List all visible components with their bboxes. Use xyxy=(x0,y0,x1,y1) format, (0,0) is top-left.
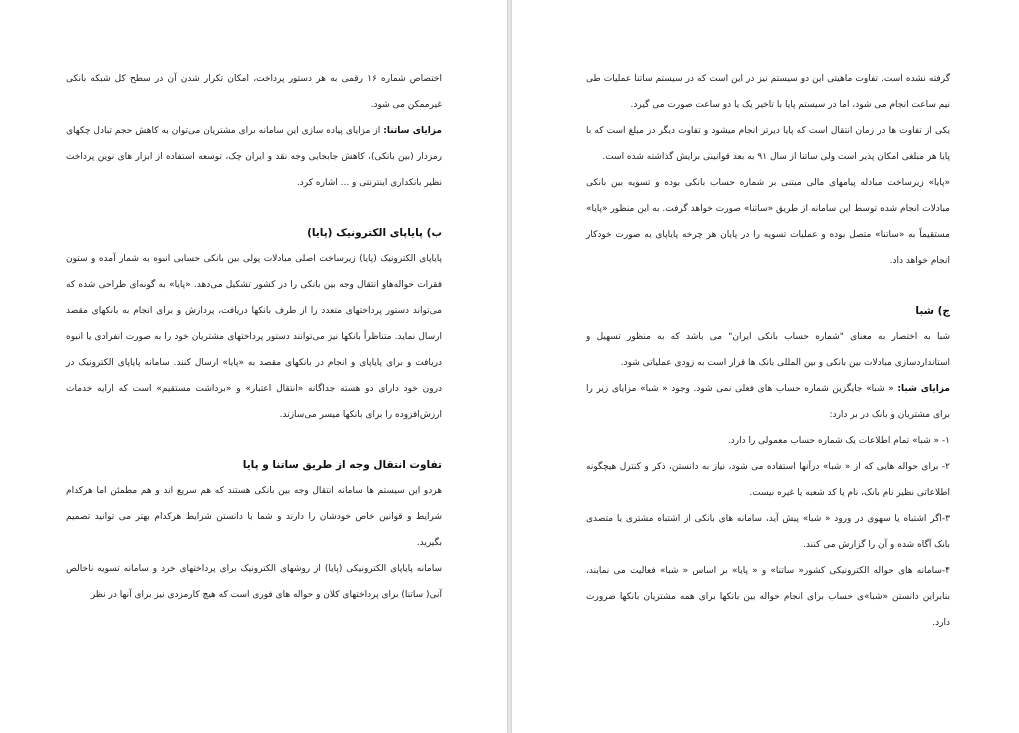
shaba-advantages-label: مزایای شبا: xyxy=(897,384,950,394)
page-text-right xyxy=(586,66,950,636)
satna-advantages-text: از مزایای پیاده سازی این سامانه برای مشتریان می‌توان به کاهش حجم تبادل چکهای رمزدار (بین بانکی)، کاهش جابجایی وجه نقد و ایران چک، توسعه استفاده از ابزار های نوین پرداخت نظیر بانکداری اینترنتی و ... اشاره کرد. xyxy=(66,126,442,188)
paragraph: گرفته نشده است. تفاوت ماهیتی این دو سیستم نیز در این است که در سیستم ساتنا عملیات طی نیم ساعت انجام می شود، اما در سیستم پایا با تاخیر یک یا دو ساعت صورت می گیرد. xyxy=(586,74,950,110)
paragraph: «پایا» زیرساخت مبادله پیامهای مالی مبتنی بر شماره حساب بانکی بوده و تسویه بین بانکی مبادلات انجام شده توسط این سامانه از طریق «ساتنا» صورت خواهد گرفت. به این منظور «پایا» مستقیماً به «ساتنا» متصل بوده و عملیات تسویه را در پایان هر چرخه پایاپای به صورت خودکار انجام خواهد داد. xyxy=(586,178,950,266)
paragraph: پایاپای الکترونیک (پایا) زیرساخت اصلی مبادلات پولی بین بانکی حسابی انبوه به شمار آمده و ستون فقرات حواله‌هاو انتقال وجه بین بانکی را در کشور تشکیل می‌دهد. «پایا» به گونه‌ای طراحی شده که می‌تواند دستور پرداختهای متعدد را از طرف بانکها دریافت، پردازش و برای انجام به بانکهای مقصد ارسال نماید. متناظراً بانکها نیز می‌توانند دستور پرداختهای مشتریان خود را به صورت انفرادی یا انبوه دریافت و برای پایاپای و انجام در بانکهای مقصد به «پایا» ارسال کنند. سامانه پایاپای الکترونیک در درون خود دارای دو هسته جداگانه «انتقال اعتبار» و «برداشت مستقیم» است که ارایه خدمات ارزش‌افزوده را برای بانکها میسر می‌سازند. xyxy=(66,254,442,420)
paragraph: سامانه پایاپای الکترونیکی (پایا) از روشهای الکترونیک برای پرداختهای خرد و سامانه تسویه ناخالص آنی( ساتنا) برای پرداختهای کلان و حواله های فوری است که هیچ کارمزدی نیز برای آنها در نظر xyxy=(66,564,442,600)
paragraph: هردو این سیستم ها سامانه انتقال وجه بین بانکی هستند که هم سریع اند و هم مطمئن اما هرکدام شرایط و قوانین خاص خودشان را دارند و شما با دانستن شرایط هرکدام بهتر می توانید تصمیم بگیرید. xyxy=(66,486,442,548)
list-item: ۲- برای حواله هایی که از « شبا» درآنها استفاده می شود، نیاز به دانستن، ذکر و کنترل هیچگونه اطلاعاتی نظیر نام بانک، نام یا کد شعبه یا غیره نیست. xyxy=(586,462,950,498)
section-heading-paya: ب) پایاپای الکترونیک (پایا) xyxy=(307,227,442,239)
paragraph: اختصاص شماره ۱۶ رقمی به هر دستور پرداخت، امکان تکرار شدن آن در سطح کل شبکه بانکی غیرممکن می شود. xyxy=(66,74,442,110)
list-item: ۳-اگر اشتباه یا سهوی در ورود « شبا» پیش آید، سامانه های بانکی از اشتباه مشتری یا متصدی بانک آگاه شده و آن را گزارش می کنند. xyxy=(586,514,950,550)
document-page-right xyxy=(512,0,1019,733)
list-item: ۱- « شبا» تمام اطلاعات یک شماره حساب معمولی را دارد. xyxy=(727,436,950,446)
shaba-advantages-text: « شبا» جایگزین شماره حساب های فعلی نمی شود. وجود « شبا» مزایای زیر را برای مشتریان و بانک در بر دارد: xyxy=(586,384,950,420)
paragraph: شبا به اختصار به معنای "شماره حساب بانکی ایران" می باشد که به منظور تسهیل و استانداردسازی مبادلات بین بانکی و بین المللی بانک ها قرار است به زودی عملیاتی شود. xyxy=(586,332,950,368)
satna-advantages-label: مزایای ساتنا: xyxy=(383,126,442,136)
paragraph: یکی از تفاوت ها در زمان انتقال است که پایا دیرتر انجام میشود و تفاوت دیگر در مبلغ است که با پایا هر مبلغی امکان پذیر است ولی ساتنا از سال ۹۱ به بعد قوانینی برایش گذاشته شده است. xyxy=(586,126,950,162)
document-page-left xyxy=(0,0,507,733)
page-text-left xyxy=(66,66,442,608)
section-heading-difference: تفاوت انتقال وجه از طریق ساتنا و پایا xyxy=(242,459,442,471)
paragraph xyxy=(586,376,950,428)
list-item: ۴-سامانه های حواله الکترونیکی کشور« ساتنا» و « پایا» بر اساس « شبا» فعالیت می نمایند، بنابراین دانستن «شبا»ی حساب برای انجام حواله بین بانکها برای همه مشتریان بانکها ضرورت دارد. xyxy=(586,566,950,628)
paragraph xyxy=(66,118,442,196)
section-heading-shaba: ج) شبا xyxy=(915,305,950,317)
